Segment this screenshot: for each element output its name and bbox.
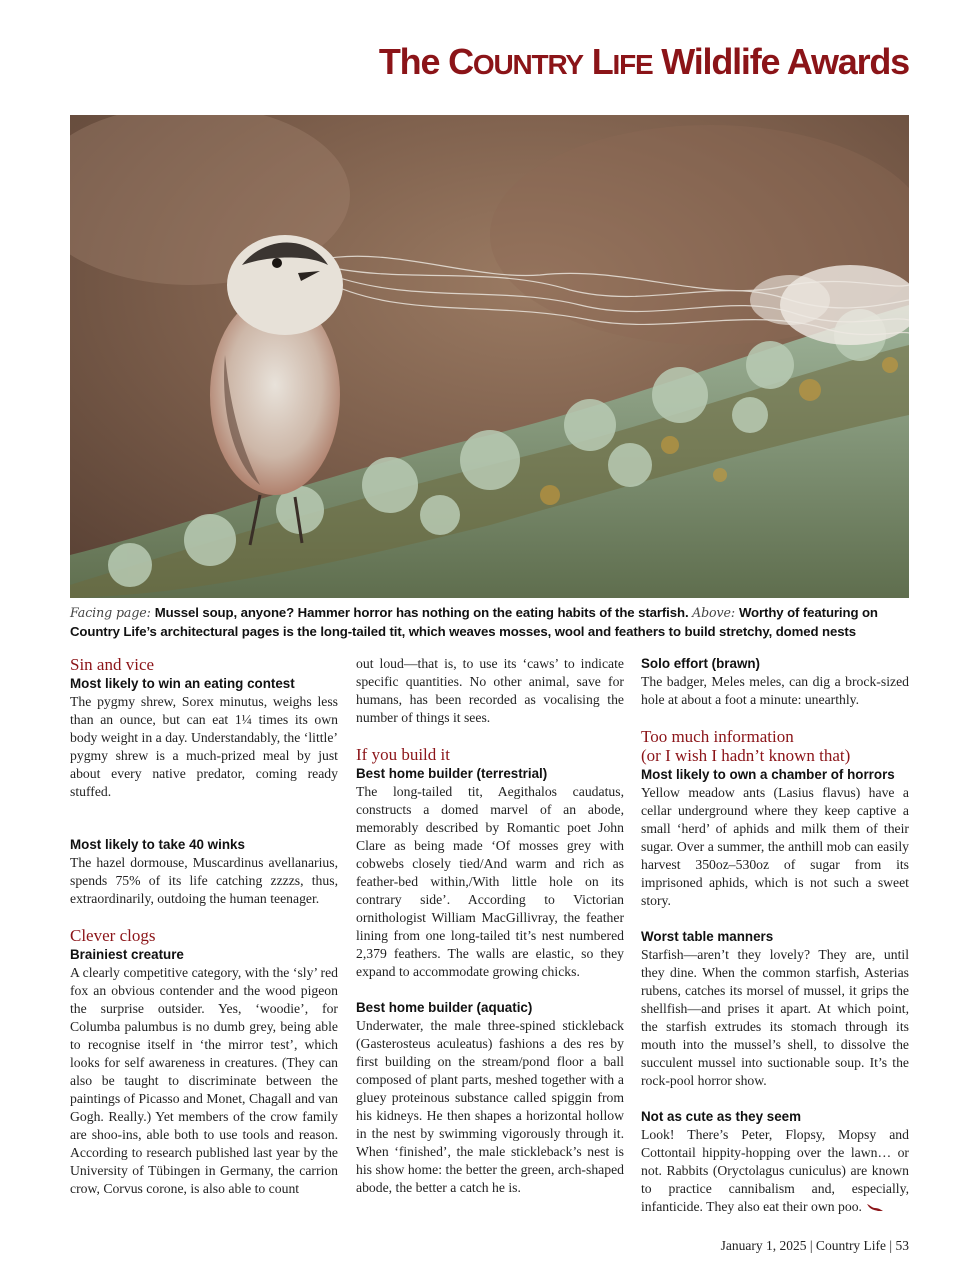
award-title: Worst table manners: [641, 929, 774, 944]
hare-end-mark-icon: [866, 1199, 884, 1217]
body-paragraph: Underwater, the male three-spined stickleback (Gasterosteus aculeatus) fashions a des res by first building on the stream/pond floor a ball composed of plant parts, meshed together with a gluey proteinous substance called spiggin from his kidneys. He then shapes a horizontal hollow in the nest by swimming vigorously through it. When ‘finished’, the male stickleback’s nest is his show home: the better the green, arch-shaped abode, the better a catch he is.: [356, 1018, 624, 1195]
award-title: Not as cute as they seem: [641, 1109, 802, 1124]
caption-lead-above: Above:: [692, 605, 739, 620]
award-title: Most likely to win an eating contest: [70, 676, 295, 691]
page-masthead: [378, 41, 909, 82]
award-title: Most likely to take 40 winks: [70, 837, 245, 852]
long-tailed-tit-photo: [70, 115, 909, 598]
column-3: [641, 655, 909, 1217]
section-heading: Too much information (or I wish I hadn’t known that): [641, 727, 851, 765]
body-paragraph: Yellow meadow ants (Lasius flavus) have a cellar underground where they keep captive a small ‘herd’ of aphids and milk them of their sugar. Over a summer, the anthill mob can easily harvest 350oz–530oz of sugar from its imprisoned aphids, which is not such a sweet story.: [641, 785, 909, 908]
body-paragraph: Starfish—aren’t they lovely? They are, until they dine. When the common starfish, Asterias rubens, catches its morsel of mussel, it grips the shellfish—and prises it apart. At which point, the starfish extrudes its stomach through its mouth into the mussel’s shell, to dissolve the succulent mussel into suctionable soup. It’s the rock-pool horror show.: [641, 947, 909, 1088]
caption-text-above: Worthy of featuring on Country Life’s architectural pages is the long-tailed tit, which weaves mosses, wool and feathers to build stretchy, domed nests: [70, 605, 878, 639]
body-paragraph-final: [641, 1126, 909, 1217]
final-paragraph-text: Look! There’s Peter, Flopsy, Mopsy and Cottontail hippity-hopping over the lawn… or not. Rabbits (Oryctolagus cuniculus) are known to practice cannibalism and, especially, infanticide. They also eat their own poo.: [641, 1127, 909, 1214]
award-title: Best home builder (terrestrial): [356, 766, 548, 781]
body-paragraph: The long-tailed tit, Aegithalos caudatus, constructs a domed marvel of an abode, memorably described by Romantic poet John Clare as being made ‘Of mosses grey with cobwebs closely tied/And warm and rich as feather-bed within,/With little hole on its contrary side’. According to Victorian ornithologist William MacGillivray, the feather lining from one long-tailed tit’s nest numbered 2,379 feathers. The walls are elastic, so they expand to accommodate growing chicks.: [356, 784, 624, 979]
masthead-word-the: The: [378, 41, 449, 82]
body-paragraph: A clearly competitive category, with the ‘sly’ red fox an obvious contender and the wood pigeon the surprise outsider. Yes, ‘woodie’, for Columba palumbus is no dumb grey, being able to recognise itself in ‘the mirror test’, which looks for self awareness in creatures. (They can also be taught to discriminate between the paintings of Picasso and Monet, Chagall and van Gogh. Really.) Yet members of the crow family are shoo-ins, able both to use tools and reason. According to research published last year by the University of Tübingen in Germany, the carrion crow, Corvus corone, is also able to count: [70, 965, 338, 1196]
column-2: [356, 655, 624, 1197]
section-heading: If you build it: [356, 745, 450, 764]
caption-lead-facing-page: Facing page:: [70, 605, 155, 620]
body-paragraph: The badger, Meles meles, can dig a brock-sized hole at about a foot a minute: unearthly.: [641, 674, 909, 707]
page-footer: January 1, 2025 | Country Life | 53: [720, 1238, 909, 1253]
body-paragraph: out loud—that is, to use its ‘caws’ to indicate specific quantities. No other animal, save for humans, has been recorded as vocalising the number of things it sees.: [356, 656, 624, 725]
masthead-smallcaps-life: IFE: [612, 49, 653, 80]
section-heading: Clever clogs: [70, 926, 156, 945]
column-1: [70, 655, 338, 1198]
body-paragraph: The hazel dormouse, Muscardinus avellanarius, spends 75% of its life catching zzzzs, thus, extraordinarily, outdoing the human teenager.: [70, 855, 338, 906]
masthead-wildlife-awards: Wildlife Awards: [652, 41, 909, 82]
body-paragraph: The pygmy shrew, Sorex minutus, weighs less than an ounce, but can eat 1¼ times its own body weight in a day. Understandably, the ‘little’ pygmy shrew is a much-prized meal by just about every native predator, coming ready stuffed.: [70, 694, 338, 799]
masthead-initial-c: C: [448, 41, 473, 82]
masthead-smallcaps-country: OUNTRY: [472, 49, 583, 80]
award-title: Best home builder (aquatic): [356, 1000, 533, 1015]
award-title: Most likely to own a chamber of horrors: [641, 767, 895, 782]
award-title: Brainiest creature: [70, 947, 184, 962]
masthead-initial-l: L: [582, 41, 613, 82]
section-heading: Sin and vice: [70, 655, 155, 674]
caption-text-facing: Mussel soup, anyone? Hammer horror has nothing on the eating habits of the starfish.: [154, 605, 693, 620]
award-title: Solo effort (brawn): [641, 656, 761, 671]
photo-caption: [70, 603, 915, 641]
